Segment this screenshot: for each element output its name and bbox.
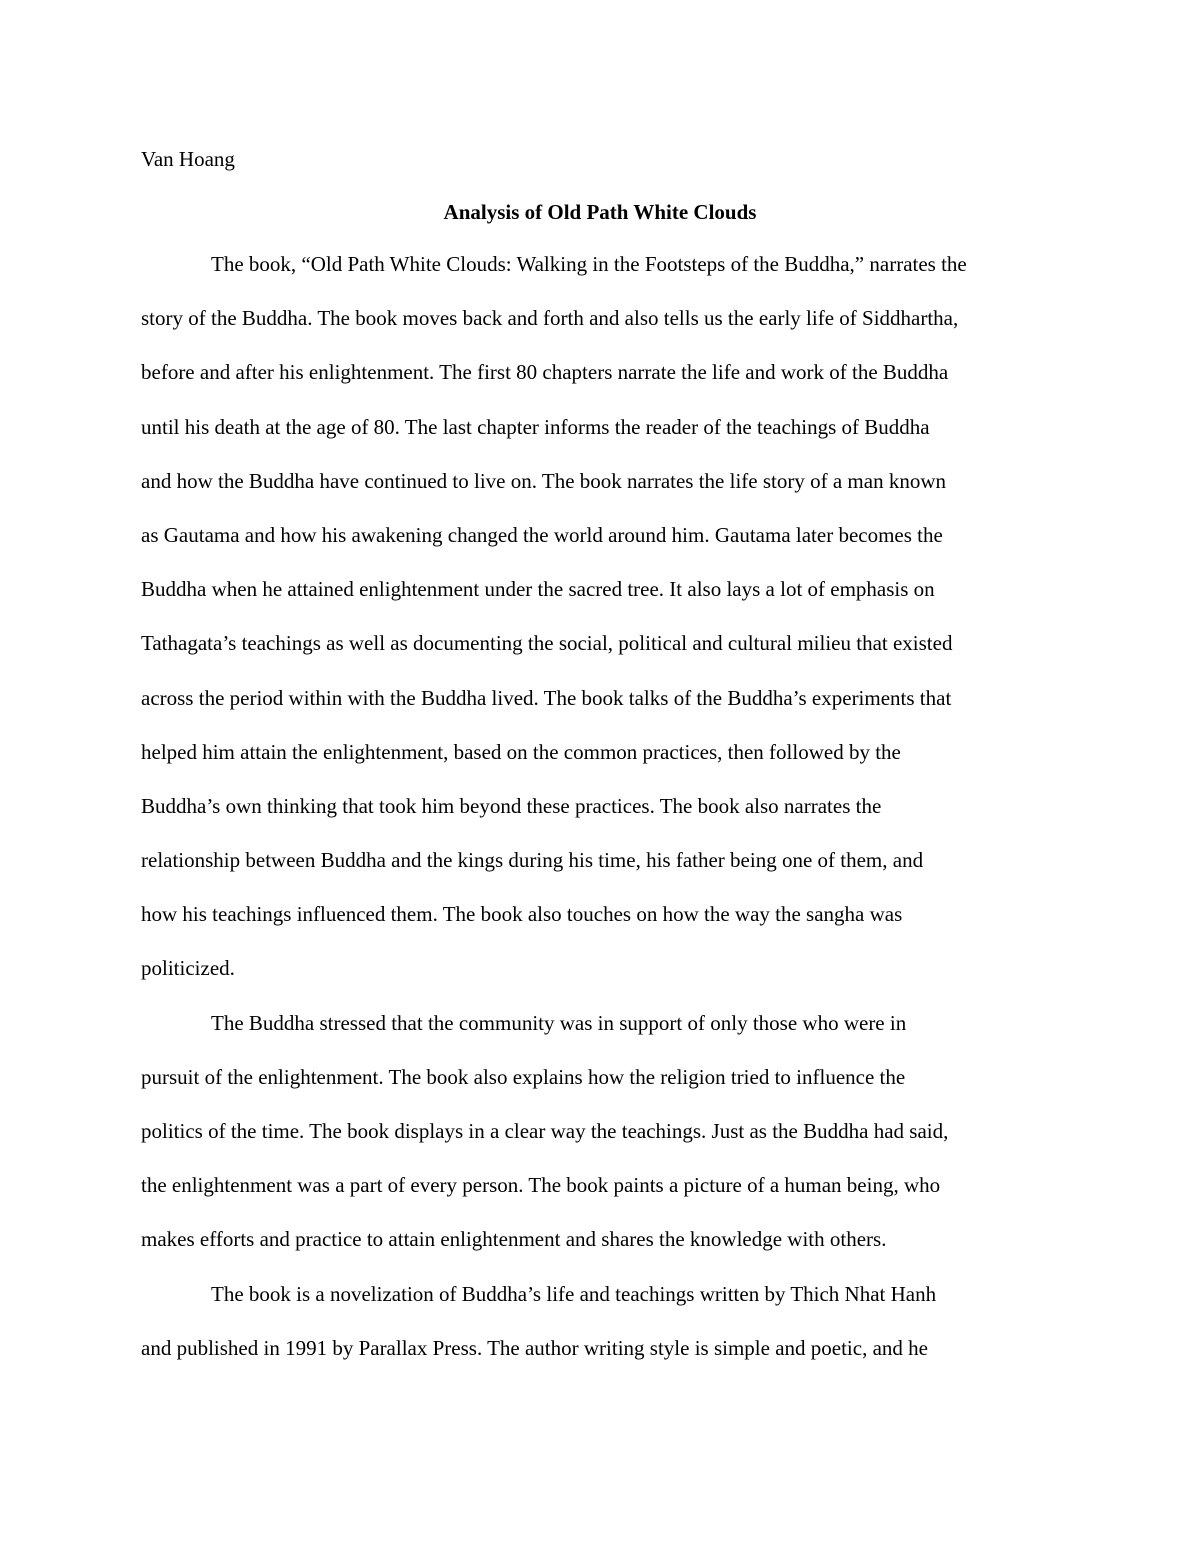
paragraph (141, 250, 1071, 1009)
text-line: and how the Buddha have continued to live on. The book narrates the life story of a man known (141, 468, 946, 493)
text-line: as Gautama and how his awakening changed the world around him. Gautama later becomes the (141, 522, 943, 547)
author-name: Van Hoang (141, 147, 235, 171)
text-line: Tathagata’s teachings as well as documenting the social, political and cultural milieu that existed (141, 631, 953, 656)
text-line: The book is a novelization of Buddha’s life and teachings written by Thich Nhat Hanh (211, 1281, 937, 1306)
text-line: how his teachings influenced them. The book also touches on how the way the sangha was (141, 902, 903, 927)
text-line: politicized. (141, 956, 235, 981)
text-line: and published in 1991 by Parallax Press. The author writing style is simple and poetic, and he (141, 1335, 928, 1360)
text-line: the enlightenment was a part of every person. The book paints a picture of a human being, who (141, 1173, 941, 1198)
text-line: story of the Buddha. The book moves back and forth and also tells us the early life of Siddhartha, (141, 306, 959, 331)
paragraph (141, 1280, 1071, 1388)
text-line: across the period within with the Buddha lived. The book talks of the Buddha’s experiments that (141, 685, 952, 710)
document-body (141, 250, 1071, 1388)
text-line: makes efforts and practice to attain enlightenment and shares the knowledge with others. (141, 1227, 887, 1252)
text-line: before and after his enlightenment. The first 80 chapters narrate the life and work of the Buddha (141, 360, 949, 385)
text-line: relationship between Buddha and the kings during his time, his father being one of them, and (141, 848, 924, 873)
text-line: Buddha when he attained enlightenment under the sacred tree. It also lays a lot of emphasis on (141, 577, 935, 602)
document-title: Analysis of Old Path White Clouds (443, 200, 757, 224)
text-line: until his death at the age of 80. The last chapter informs the reader of the teachings of Buddha (141, 414, 930, 439)
text-line: The book, “Old Path White Clouds: Walking in the Footsteps of the Buddha,” narrates the (211, 252, 967, 276)
text-line: politics of the time. The book displays in a clear way the teachings. Just as the Buddha had said, (141, 1119, 949, 1143)
text-line: Buddha’s own thinking that took him beyond these practices. The book also narrates the (141, 793, 882, 818)
text-line: pursuit of the enlightenment. The book also explains how the religion tried to influence the (141, 1064, 906, 1089)
paragraph (141, 1009, 1071, 1280)
text-line: The Buddha stressed that the community was in support of only those who were in (211, 1010, 907, 1035)
text-line: helped him attain the enlightenment, based on the common practices, then followed by the (141, 739, 901, 764)
